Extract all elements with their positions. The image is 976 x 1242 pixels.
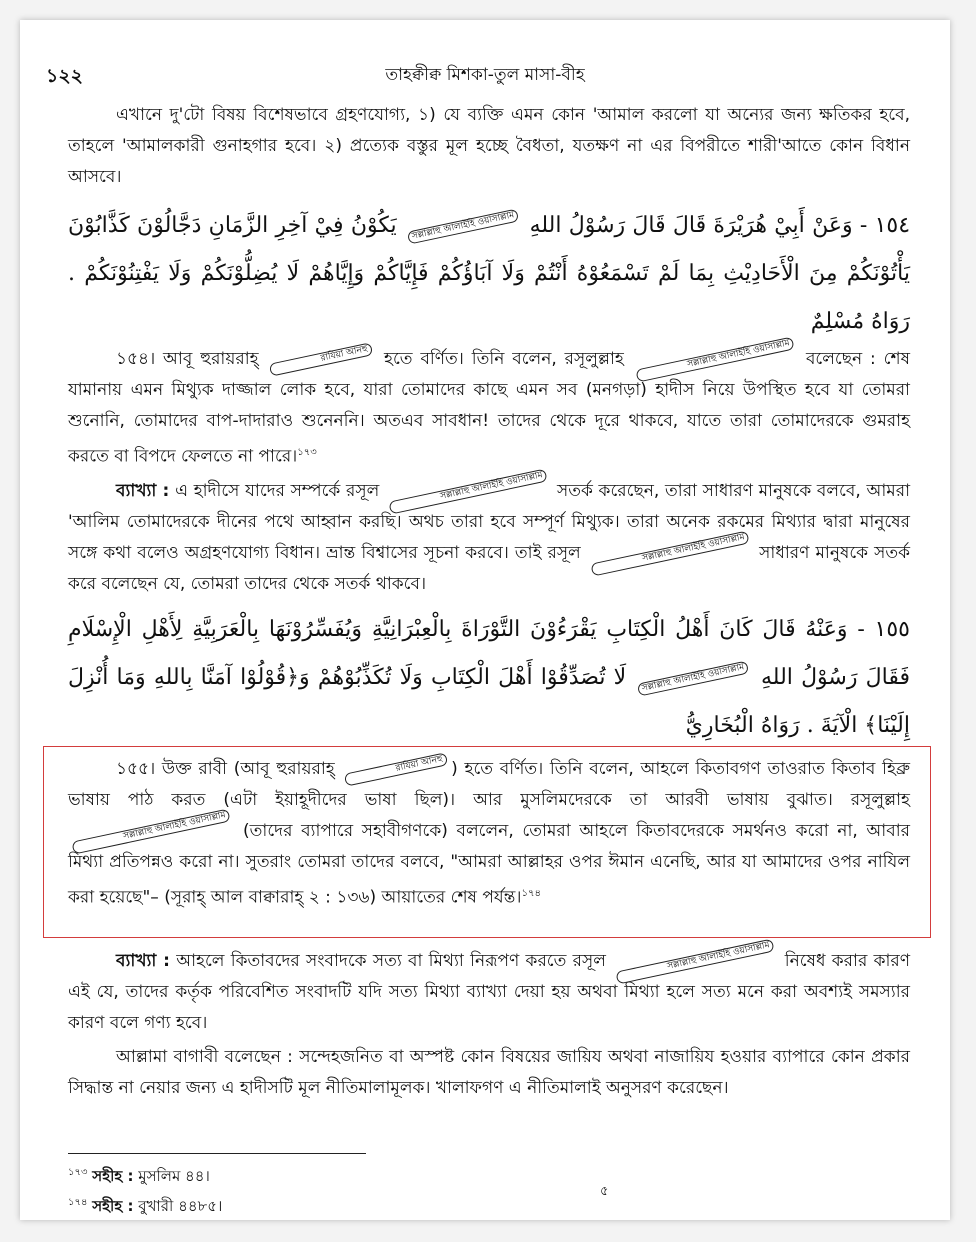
explanation-154-text-1: এ হাদীসে যাদের সম্পর্কে রসূল — [175, 481, 380, 501]
footnote-label: সহীহ : — [92, 1167, 134, 1185]
footnote-number: ১৭৩ — [68, 1167, 88, 1178]
hadith-154-arabic — [68, 202, 910, 346]
footnote-divider — [68, 1153, 366, 1154]
ra-icon: রাযিয়া আনহু — [344, 752, 448, 786]
intro-paragraph: এখানে দু'টো বিষয় বিশেষভাবে গ্রহণযোগ্য, ১) যে ব্যক্তি এমন কোন 'আমাল করলো যা অন্যের জন্য ক্ষতিকর হবে, তাহলে 'আমালকারী গুনাহগার হবে। ২) প্রত্যেক বস্তুর মূল হচ্ছে বৈধতা, যতক্ষণ না এর বিপরীতে শারী'আতে কোন বিধান আসবে। — [68, 105, 910, 187]
explanation-label: ব্যাখ্যা : — [116, 481, 170, 501]
footnote-ref-174: ১৭৪ — [521, 888, 541, 899]
hadith-155-text-1: ১৫৫। উক্ত রাবী (আবূ হুরায়রাহ্ — [116, 759, 335, 779]
explanation-154-text-3: সাধারণ মানুষকে সতর্ক করে বলেছেন যে, তোমরা তাদের থেকে সতর্ক থাকবে। — [68, 543, 910, 594]
running-header: তাহক্বীক্ব মিশকা-তুল মাসা-বীহ — [385, 65, 585, 85]
hadith-155-text-3: (তাদের ব্যাপারে সহাবীগণকে) বললেন, তোমরা আহলে কিতাবদেরকে সমর্থনও করো না, আবার মিথ্যা প্রতিপন্নও করো না। সুতরাং তোমরা তাদের বলবে, "আমরা আল্লাহর ওপর ঈমান এনেছি, আর যা আমাদের ওপর নাযিল করা হয়েছে"– (সূরাহ্ আল বাক্বারাহ্ ২ : ১৩৬) আয়াতের শেষ পর্যন্ত। — [68, 821, 910, 908]
hadith-155-translation — [68, 754, 910, 914]
explanation-label: ব্যাখ্যা : — [116, 951, 170, 971]
hadith-154-text-2: হতে বর্ণিত। তিনি বলেন, রসূলুল্লাহ — [384, 349, 624, 369]
explanation-155-text-1: আহলে কিতাবদের সংবাদকে সত্য বা মিথ্যা নিরূপণ করতে রসূল — [176, 951, 606, 971]
hadith-155-text-2: ) হতে বর্ণিত। তিনি বলেন, আহলে কিতাবগণ তাওরাত কিতাব হিব্রু ভাষায় পাঠ করত (এটা ইয়াহূদীদের ভাষা ছিল)। আর মুসলিমদেরকে তা আরবী ভাষায় বুঝাত। রসূলুল্লাহ — [68, 759, 911, 810]
hadith-154-text-3: বলেছেন : শেষ যামানায় এমন মিথ্যুক দাজ্জাল লোক হবে, যারা তোমাদের কাছে এমন সব (মনগড়া) হাদীস নিয়ে উপস্থিত হবে যা তোমরা শুনোনি, তোমাদের বাপ-দাদারাও শুনেননি। অতএব সাবধান! তাদের থেকে দূরে থাকবে, যাতে তারা তোমাদেরকে গুমরাহ করতে বা বিপদে ফেলতে না পারে। — [68, 349, 910, 467]
footnote-text: মুসলিম ৪৪। — [138, 1167, 210, 1185]
hadith-154-text-1: ১৫৪। আবূ হুরায়রাহ্ — [116, 349, 259, 369]
hadith-155-arabic-part2: لَا تُصَدِّقُوْا أَهْلَ الْكِتَابِ وَلَا تُكَذِّبُوْهُمْ وَ﴿قُوْلُوْا آمَنَّا بِاللهِ وَمَا أُنْزِلَ إِلَيْنَا﴾ الْآيَةَ . رَوَاهُ الْبُخَارِيُّ — [68, 665, 910, 738]
explanation-154 — [68, 469, 911, 600]
footnote-number: ১৭৪ — [68, 1197, 88, 1208]
footnote-173 — [68, 1162, 210, 1187]
saw-icon: সল্লাল্লাহু আলাইহি ওয়াসাল্লাম — [590, 530, 750, 576]
saw-icon: সল্লাল্লাহু আলাইহি ওয়াসাল্লাম — [388, 468, 548, 514]
hadith-155-arabic — [68, 606, 910, 750]
saw-icon: সল্লাল্লাহু আলাইহি ওয়াসাল্লাম — [616, 938, 776, 984]
hadith-154-arabic-part2: يَكُوْنُ فِيْ آخِرِ الزَّمَانِ دَجَّالُوْنَ كَذَّابُوْنَ يَأْتُوْنَكُمْ مِنَ الْأَحَادِيْثِ بِمَا لَمْ تَسْمَعُوْهُ أَنْتُمْ وَلَا آبَاؤُكُمْ فَإِيَّاكُمْ وَإِيَّاهُمْ لَا يُضِلُّوْنَكُمْ وَلَا يَفْتِنُوْنَكُمْ . رَوَاهُ مُسْلِمٌ — [68, 213, 910, 334]
saw-icon: সল্লাল্লাহু আলাইহি ওয়াসাল্লাম — [637, 660, 750, 696]
hadith-155-arabic-part1: ١٥٥ - وَعَنْهُ قَالَ كَانَ أَهْلُ الْكِتَابِ يَقْرَءُوْنَ التَّوْرَاةَ بِالْعِبْرَانِيَّةِ وَيُفَسِّرُوْنَهَا بِالْعَرَبِيَّةِ لِأَهْلِ الْإِسْلَامِ فَقَالَ رَسُوْلُ اللهِ — [68, 617, 911, 690]
saw-icon: সল্লাল্লাহু আলাইহি ওয়াসাল্লাম — [635, 336, 795, 382]
saw-icon: সল্লাল্লাহু আলাইহি ওয়াসাল্লাম — [407, 208, 520, 244]
page-mark: ৫ — [600, 1184, 609, 1199]
explanation-155 — [68, 939, 911, 1039]
footnote-text: বুখারী ৪৪৮৫। — [138, 1197, 223, 1215]
explanation-154-text-2: সতর্ক করেছেন, তারা সাধারণ মানুষকে বলবে, আমরা 'আলিম তোমাদেরকে দীনের পথে আহ্বান করছি। অথচ তারা হবে সম্পূর্ণ মিথ্যুক। তারা অনেক রকমের মিথ্যার দ্বারা মানুষের সঙ্গে কথা বলেও অগ্রহণযোগ্য বিধান। ভ্রান্ত বিশ্বাসের সূচনা করবে। তাই রসূল — [68, 481, 911, 563]
hadith-154-translation — [68, 337, 910, 473]
footnote-ref-173: ১৭৩ — [297, 447, 317, 458]
saw-icon: সল্লাল্লাহু আলাইহি ওয়াসাল্লাম — [71, 808, 231, 854]
hadith-154-arabic-part1: ١٥٤ - وَعَنْ أَبِيْ هُرَيْرَةَ قَالَ قَالَ رَسُوْلُ اللهِ — [529, 213, 911, 238]
page-number: ১২২ — [46, 65, 84, 87]
footnote-label: সহীহ : — [92, 1197, 134, 1215]
baghawi-paragraph: আল্লামা বাগাবী বলেছেন : সন্দেহজনিত বা অস্পষ্ট কোন বিষয়ের জায়িয অথবা নাজায়িয হওয়ার ব্যাপারে কোন প্রকার সিদ্ধান্ত না নেয়ার জন্য এ হাদীসটি মূল নীতিমালামূলক। খালাফগণ এ নীতিমালাই অনুসরণ করেছেন। — [68, 1047, 910, 1098]
ra-icon: রাযিয়া আনহু — [269, 342, 373, 376]
explanation-155-text-2: নিষেধ করার কারণ এই যে, তাদের কর্তৃক পরিবেশিত সংবাদটি যদি সত্য মিথ্যা ব্যাখ্যা দেয়া হয় অথবা মিথ্যা হলে সত্য মনে করা অবশ্যই সমস্যার কারণ বলে গণ্য হবে। — [68, 951, 911, 1033]
footnote-174 — [68, 1192, 222, 1217]
